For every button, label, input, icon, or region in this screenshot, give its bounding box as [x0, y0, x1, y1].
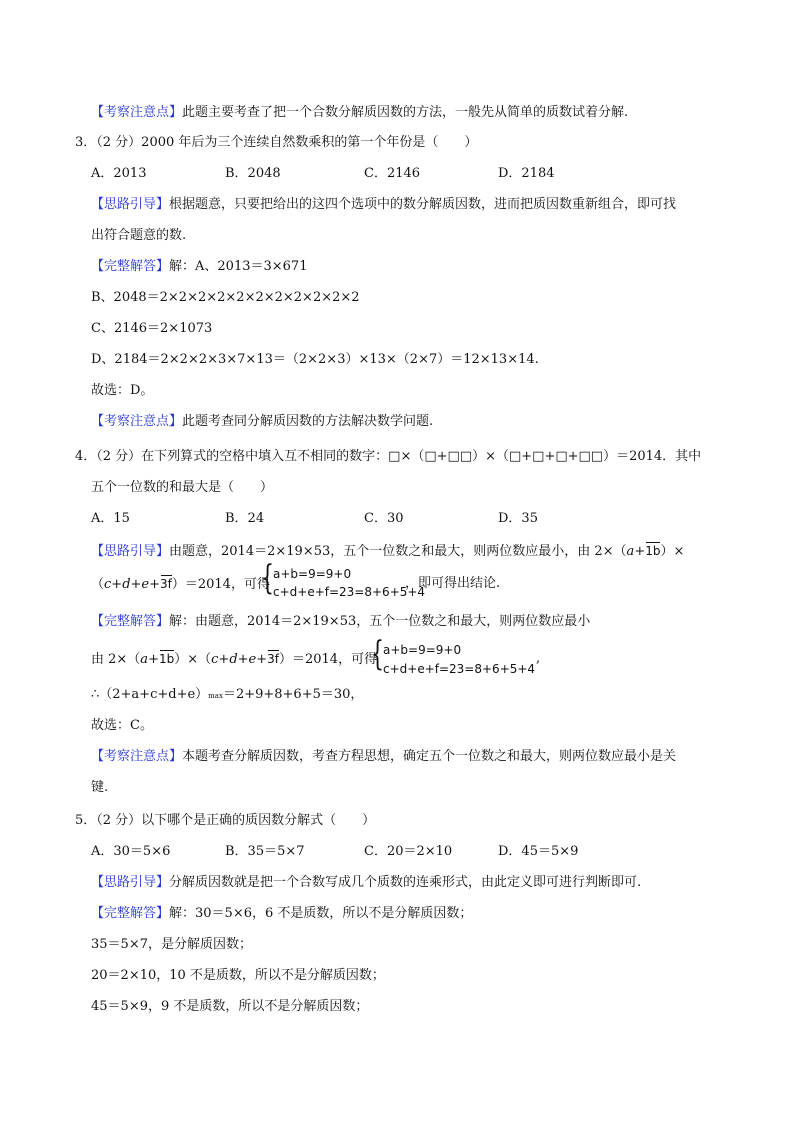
answer-text-a: ∴（2+a+c+d+e） [91, 687, 209, 702]
note-tag: 【考察注意点】 [91, 105, 183, 120]
q4-option-a: A．15 [91, 511, 130, 526]
answer-text: 解：由题意，2014＝2×19×53，五个一位数之和最大，则两位数应最小 [169, 614, 591, 629]
note-tag: 【考察注意点】 [91, 749, 183, 764]
system-eq-1: a+b=9=9+0 [383, 643, 462, 657]
system-brace: { [261, 558, 274, 598]
q2-note [91, 104, 628, 122]
system-eq-2: c+d+e+f=23=8+6+5+4 [383, 662, 536, 676]
q3-option-a: A．2013 [91, 166, 147, 181]
answer-tag: 【完整解答】 [91, 906, 170, 921]
hint-text: 根据题意，只要把给出的这四个选项中的数分解质因数，进而把质因数重新组合，即可找 [169, 197, 677, 212]
q3-stem: 3．（2 分）2000 年后为三个连续自然数乘积的第一个年份是（ ） [75, 135, 478, 150]
q4-stem-cont: 五个一位数的和最大是（ ） [91, 480, 274, 495]
q5-stem: 5．（2 分）以下哪个是正确的质因数分解式（ ） [75, 813, 376, 828]
q4-hint-end: ，即可得出结论. [405, 576, 501, 591]
answer-text: 解：A、2013＝3×671 [169, 259, 308, 274]
var-a: a [626, 544, 635, 559]
overline-3f: 3f [160, 577, 172, 591]
overline-3f: 3f [267, 652, 279, 666]
q3-conclusion: 故选：D。 [91, 383, 154, 398]
hint-tag: 【思路引导】 [91, 875, 170, 890]
q5-answer [91, 905, 472, 923]
plus: + [634, 544, 646, 559]
q5-hint [91, 874, 641, 892]
paren: （ [91, 577, 105, 592]
hint-text: 分解质因数就是把一个合数写成几个质数的连乘形式，由此定义即可进行判断即可. [169, 875, 642, 890]
system-eq-2: c+d+e+f=23=8+6+5+4 [273, 585, 426, 599]
answer-text-c: ）＝2014，可得 [278, 652, 378, 667]
hint-tag: 【思路引导】 [91, 544, 170, 559]
q3-answer [91, 258, 307, 276]
answer-text-b: ）×（ [174, 652, 212, 667]
overline-1b: 1b [158, 652, 175, 666]
q4-answer-max [91, 686, 363, 705]
q4-stem: 4．（2 分）在下列算式的空格中填入互不相同的数字：□×（□+□□）×（□+□+□+□□）＝2014．其中 [75, 449, 702, 464]
answer-tag: 【完整解答】 [91, 614, 170, 629]
answer-text-b: ＝2+9+8+6+5＝30， [222, 687, 364, 702]
var-a: a [140, 652, 149, 667]
note-text: 本题考查分解质因数，考查方程思想，确定五个一位数之和最大，则两位数应最小是关 [182, 749, 677, 764]
q4-hint-cont [91, 575, 270, 594]
var-cde: c+d+e+ [104, 577, 160, 592]
hint-text-c: ）＝2014，可得 [171, 577, 270, 592]
q4-option-c: C．30 [364, 511, 404, 526]
note-text: 此题主要考查了把一个合数分解质因数的方法，一般先从简单的质数试着分解. [182, 105, 629, 120]
note-text: 此题考查同分解质因数的方法解决数学问题. [182, 414, 434, 429]
system-comma: , [536, 651, 541, 666]
hint-text-b: ）× [660, 544, 685, 559]
q3-answer-b: B、2048＝2×2×2×2×2×2×2×2×2×2×2 [91, 290, 360, 305]
q4-answer-eq [91, 650, 377, 669]
system-brace: { [371, 634, 384, 674]
q3-hint-cont: 出符合题意的数. [91, 228, 187, 243]
overline-1b: 1b [645, 544, 661, 558]
subscript-max: max [208, 692, 223, 700]
q5-answer-d: 45＝5×9，9 不是质数，所以不是分解质因数； [91, 999, 369, 1014]
q5-answer-c: 20＝2×10，10 不是质数，所以不是分解质因数； [91, 968, 385, 983]
q5-option-a: A．30＝5×6 [91, 844, 171, 859]
q4-answer [91, 613, 590, 631]
q3-option-c: C．2146 [364, 166, 421, 181]
hint-tag: 【思路引导】 [91, 197, 170, 212]
q4-option-d: D．35 [498, 511, 538, 526]
q5-option-b: B．35＝5×7 [225, 844, 305, 859]
answer-text-a: 由 2×（ [91, 652, 141, 667]
var-cde: c+d+e+ [211, 652, 268, 667]
q3-answer-d: D、2184＝2×2×2×3×7×13＝（2×2×3）×13×（2×7）＝12×13×14. [91, 352, 539, 367]
q3-answer-c: C、2146＝2×1073 [91, 321, 213, 336]
q5-option-d: D．45＝5×9 [498, 844, 579, 859]
q3-hint [91, 196, 676, 214]
answer-text: 解：30＝5×6，6 不是质数，所以不是分解质因数； [169, 906, 473, 921]
q5-option-c: C．20＝2×10 [364, 844, 453, 859]
q4-note [91, 748, 676, 766]
q3-option-d: D．2184 [498, 166, 555, 181]
q3-option-b: B．2048 [225, 166, 281, 181]
plus: + [148, 652, 159, 667]
q4-note-cont: 键. [91, 780, 109, 795]
system-eq-1: a+b=9=9+0 [273, 567, 352, 581]
q5-answer-b: 35＝5×7，是分解质因数； [91, 937, 252, 952]
answer-tag: 【完整解答】 [91, 259, 170, 274]
q3-note [91, 413, 433, 431]
note-tag: 【考察注意点】 [91, 414, 183, 429]
q4-hint [91, 542, 684, 561]
q4-option-b: B．24 [225, 511, 265, 526]
hint-text: 由题意，2014＝2×19×53，五个一位数之和最大，则两位数应最小，由 2×（ [169, 544, 627, 559]
q4-conclusion: 故选：C。 [91, 718, 153, 733]
